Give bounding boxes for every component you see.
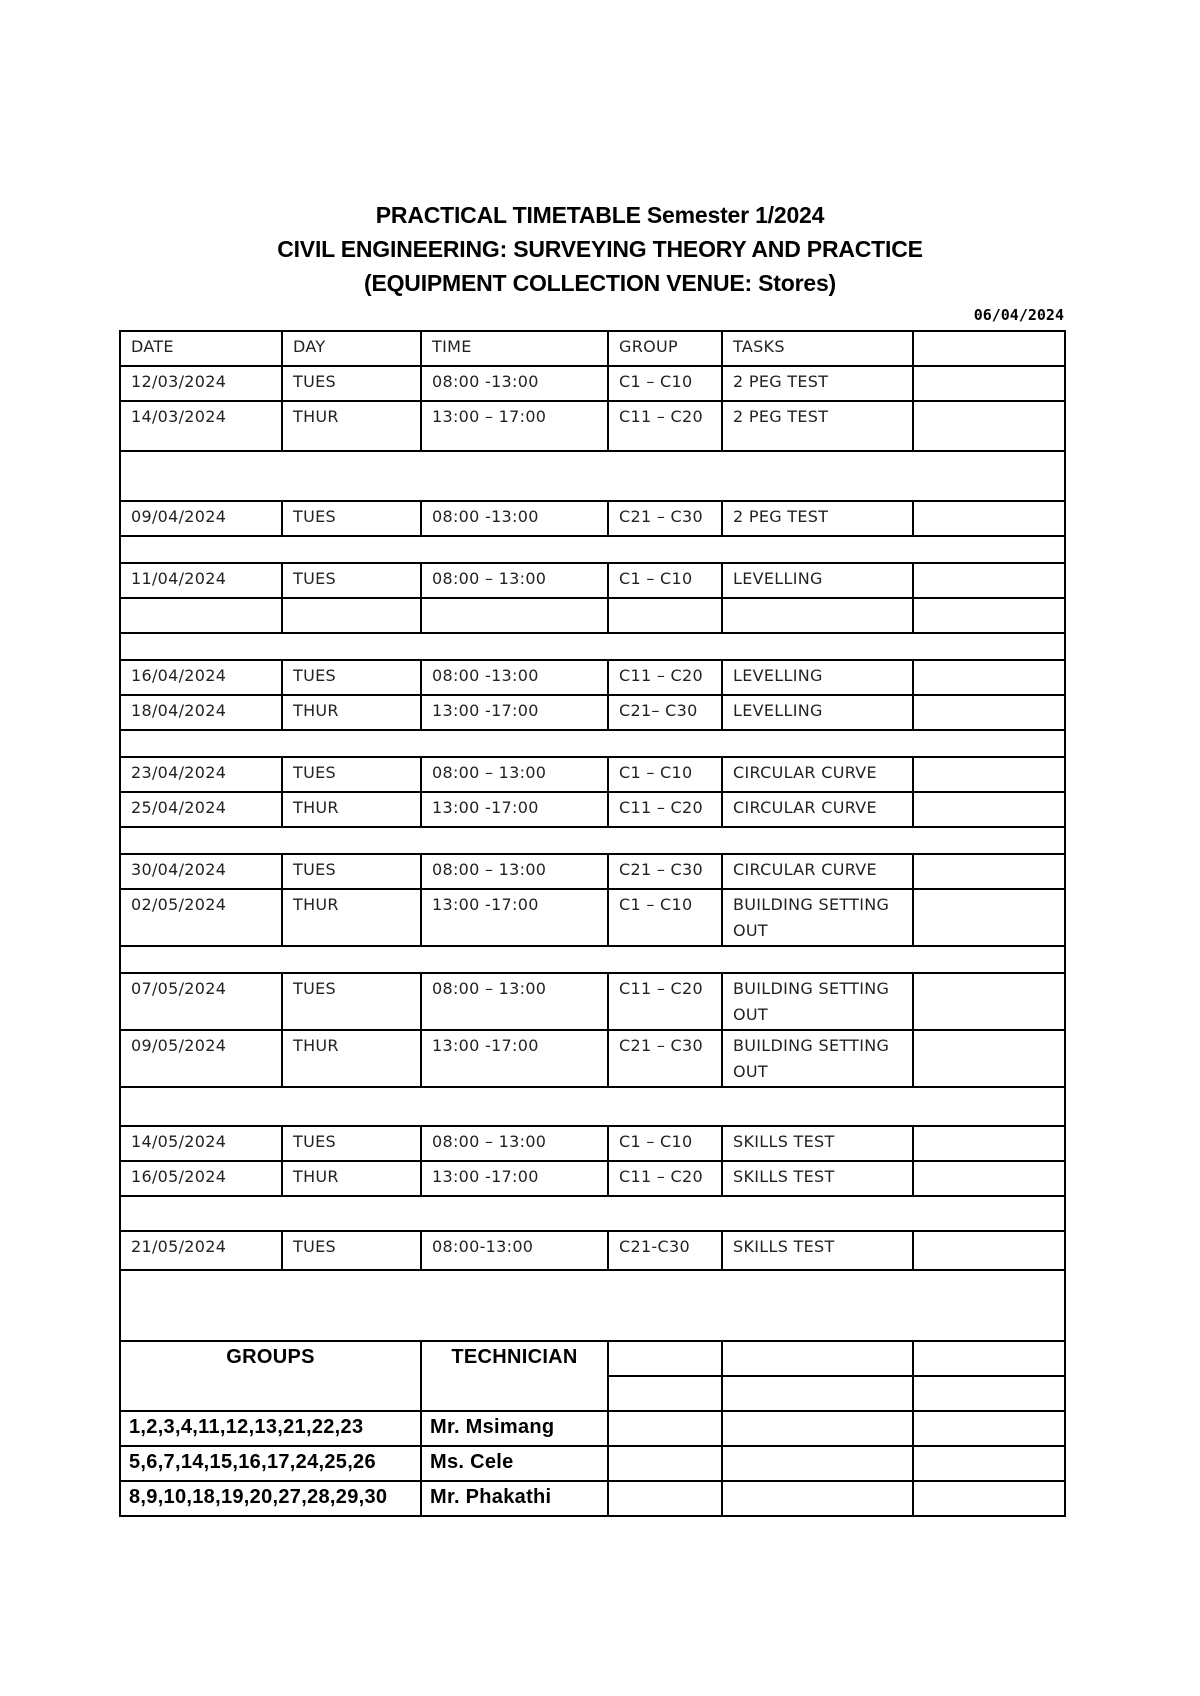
cell-date: 02/05/2024 bbox=[120, 889, 282, 946]
cell-task: LEVELLING bbox=[722, 695, 913, 730]
cell-empty bbox=[913, 1446, 1065, 1481]
cell-time: 08:00 – 13:00 bbox=[421, 757, 608, 792]
cell-group: C1 – C10 bbox=[608, 366, 722, 401]
col-header-blank bbox=[913, 331, 1065, 366]
cell-task: 2 PEG TEST bbox=[722, 366, 913, 401]
cell-date: 14/05/2024 bbox=[120, 1126, 282, 1161]
table-row bbox=[120, 792, 1065, 827]
cell-empty bbox=[608, 1341, 722, 1376]
cell-day: THUR bbox=[282, 401, 421, 451]
group-list: 5,6,7,14,15,16,17,24,25,26 bbox=[120, 1446, 421, 1481]
table-row bbox=[120, 366, 1065, 401]
col-header-tasks: TASKS bbox=[722, 331, 913, 366]
spacer-row bbox=[120, 946, 1065, 973]
title-block bbox=[0, 198, 1200, 300]
cell-empty bbox=[608, 598, 722, 633]
table-row bbox=[120, 695, 1065, 730]
cell-date: 21/05/2024 bbox=[120, 1231, 282, 1270]
spacer-cell bbox=[120, 1196, 1065, 1231]
cell-task: BUILDING SETTING OUT bbox=[722, 1030, 913, 1087]
table-row bbox=[120, 660, 1065, 695]
cell-group: C11 – C20 bbox=[608, 401, 722, 451]
spacer-row bbox=[120, 1196, 1065, 1231]
cell-date: 16/05/2024 bbox=[120, 1161, 282, 1196]
cell-group: C21 – C30 bbox=[608, 1030, 722, 1087]
cell-time: 13:00 -17:00 bbox=[421, 792, 608, 827]
cell-empty bbox=[913, 1376, 1065, 1411]
cell-blank bbox=[913, 695, 1065, 730]
spacer-row bbox=[120, 1087, 1065, 1126]
cell-empty bbox=[913, 1341, 1065, 1376]
cell-date: 07/05/2024 bbox=[120, 973, 282, 1030]
cell-blank bbox=[913, 792, 1065, 827]
cell-day: THUR bbox=[282, 792, 421, 827]
cell-group: C1 – C10 bbox=[608, 757, 722, 792]
cell-date: 09/05/2024 bbox=[120, 1030, 282, 1087]
table-row bbox=[120, 501, 1065, 536]
table-row bbox=[120, 563, 1065, 598]
spacer-row bbox=[120, 451, 1065, 501]
cell-date: 12/03/2024 bbox=[120, 366, 282, 401]
cell-time: 13:00 -17:00 bbox=[421, 1030, 608, 1087]
technician-name: Ms. Cele bbox=[421, 1446, 608, 1481]
col-header-date: DATE bbox=[120, 331, 282, 366]
table-row bbox=[120, 1161, 1065, 1196]
cell-blank bbox=[913, 401, 1065, 451]
cell-group: C1 – C10 bbox=[608, 563, 722, 598]
technician-header-row bbox=[120, 1341, 1065, 1376]
cell-group: C11 – C20 bbox=[608, 792, 722, 827]
spacer-row bbox=[120, 536, 1065, 563]
cell-empty bbox=[120, 598, 282, 633]
technician-name: Mr. Msimang bbox=[421, 1411, 608, 1446]
cell-task: CIRCULAR CURVE bbox=[722, 757, 913, 792]
cell-empty bbox=[722, 1376, 913, 1411]
cell-time: 08:00 – 13:00 bbox=[421, 973, 608, 1030]
cell-task: SKILLS TEST bbox=[722, 1231, 913, 1270]
page-title bbox=[0, 198, 1200, 232]
cell-time: 08:00 -13:00 bbox=[421, 501, 608, 536]
cell-empty bbox=[282, 598, 421, 633]
cell-task: 2 PEG TEST bbox=[722, 501, 913, 536]
cell-blank bbox=[913, 366, 1065, 401]
cell-empty bbox=[421, 598, 608, 633]
cell-day: TUES bbox=[282, 501, 421, 536]
cell-group: C21 – C30 bbox=[608, 501, 722, 536]
spacer-row bbox=[120, 1270, 1065, 1341]
col-header-day: DAY bbox=[282, 331, 421, 366]
spacer-cell bbox=[120, 536, 1065, 563]
spacer-row bbox=[120, 827, 1065, 854]
cell-group: C1 – C10 bbox=[608, 889, 722, 946]
cell-empty bbox=[608, 1411, 722, 1446]
spacer-row bbox=[120, 730, 1065, 757]
spacer-cell bbox=[120, 451, 1065, 501]
cell-day: TUES bbox=[282, 973, 421, 1030]
cell-task: 2 PEG TEST bbox=[722, 401, 913, 451]
cell-task: SKILLS TEST bbox=[722, 1126, 913, 1161]
cell-day: TUES bbox=[282, 757, 421, 792]
cell-day: THUR bbox=[282, 695, 421, 730]
group-list: 8,9,10,18,19,20,27,28,29,30 bbox=[120, 1481, 421, 1516]
empty-row bbox=[120, 598, 1065, 633]
cell-empty bbox=[913, 1411, 1065, 1446]
cell-time: 13:00 -17:00 bbox=[421, 889, 608, 946]
cell-day: THUR bbox=[282, 1030, 421, 1087]
cell-task: CIRCULAR CURVE bbox=[722, 854, 913, 889]
technician-row bbox=[120, 1481, 1065, 1516]
groups-header: GROUPS bbox=[120, 1341, 421, 1411]
cell-blank bbox=[913, 1030, 1065, 1087]
table-row bbox=[120, 973, 1065, 1030]
cell-time: 08:00 -13:00 bbox=[421, 366, 608, 401]
cell-day: TUES bbox=[282, 660, 421, 695]
cell-date: 30/04/2024 bbox=[120, 854, 282, 889]
timetable bbox=[119, 330, 1066, 1517]
cell-empty bbox=[608, 1481, 722, 1516]
spacer-cell bbox=[120, 730, 1065, 757]
spacer-cell bbox=[120, 1087, 1065, 1126]
cell-day: TUES bbox=[282, 366, 421, 401]
cell-blank bbox=[913, 660, 1065, 695]
cell-group: C1 – C10 bbox=[608, 1126, 722, 1161]
table-row bbox=[120, 854, 1065, 889]
cell-date: 18/04/2024 bbox=[120, 695, 282, 730]
cell-time: 13:00 -17:00 bbox=[421, 695, 608, 730]
cell-group: C21 – C30 bbox=[608, 854, 722, 889]
technician-row bbox=[120, 1446, 1065, 1481]
cell-day: TUES bbox=[282, 1126, 421, 1161]
spacer-cell bbox=[120, 633, 1065, 660]
cell-empty bbox=[913, 1481, 1065, 1516]
title-semester: Semester 1/2024 bbox=[640, 202, 825, 228]
cell-blank bbox=[913, 1161, 1065, 1196]
cell-blank bbox=[913, 757, 1065, 792]
cell-day: THUR bbox=[282, 889, 421, 946]
cell-date: 09/04/2024 bbox=[120, 501, 282, 536]
cell-blank bbox=[913, 1231, 1065, 1270]
table-row bbox=[120, 757, 1065, 792]
venue-line: (EQUIPMENT COLLECTION VENUE: Stores) bbox=[364, 270, 836, 296]
document-date: 06/04/2024 bbox=[973, 306, 1064, 324]
cell-blank bbox=[913, 563, 1065, 598]
cell-blank bbox=[913, 889, 1065, 946]
cell-group: C21-C30 bbox=[608, 1231, 722, 1270]
spacer-cell bbox=[120, 827, 1065, 854]
cell-group: C21– C30 bbox=[608, 695, 722, 730]
cell-day: TUES bbox=[282, 563, 421, 598]
cell-date: 11/04/2024 bbox=[120, 563, 282, 598]
cell-date: 16/04/2024 bbox=[120, 660, 282, 695]
table-row bbox=[120, 1126, 1065, 1161]
table-row bbox=[120, 889, 1065, 946]
cell-date: 23/04/2024 bbox=[120, 757, 282, 792]
spacer-cell bbox=[120, 946, 1065, 973]
cell-empty bbox=[722, 598, 913, 633]
table-row bbox=[120, 1030, 1065, 1087]
cell-time: 08:00 – 13:00 bbox=[421, 563, 608, 598]
spacer-row bbox=[120, 633, 1065, 660]
cell-empty bbox=[722, 1446, 913, 1481]
cell-date: 25/04/2024 bbox=[120, 792, 282, 827]
cell-group: C11 – C20 bbox=[608, 1161, 722, 1196]
cell-time: 08:00 – 13:00 bbox=[421, 1126, 608, 1161]
technician-header: TECHNICIAN bbox=[421, 1341, 608, 1411]
table-row bbox=[120, 401, 1065, 451]
cell-day: TUES bbox=[282, 1231, 421, 1270]
header-row bbox=[120, 331, 1065, 366]
cell-task: CIRCULAR CURVE bbox=[722, 792, 913, 827]
col-header-time: TIME bbox=[421, 331, 608, 366]
cell-date: 14/03/2024 bbox=[120, 401, 282, 451]
col-header-group: GROUP bbox=[608, 331, 722, 366]
cell-blank bbox=[913, 1126, 1065, 1161]
cell-task: LEVELLING bbox=[722, 563, 913, 598]
cell-group: C11 – C20 bbox=[608, 660, 722, 695]
cell-empty bbox=[722, 1411, 913, 1446]
cell-time: 13:00 – 17:00 bbox=[421, 401, 608, 451]
cell-group: C11 – C20 bbox=[608, 973, 722, 1030]
technician-name: Mr. Phakathi bbox=[421, 1481, 608, 1516]
cell-day: TUES bbox=[282, 854, 421, 889]
table-row bbox=[120, 1231, 1065, 1270]
title-bold: PRACTICAL TIMETABLE bbox=[375, 202, 641, 228]
cell-time: 08:00-13:00 bbox=[421, 1231, 608, 1270]
cell-empty bbox=[608, 1446, 722, 1481]
technician-row bbox=[120, 1411, 1065, 1446]
cell-empty bbox=[608, 1376, 722, 1411]
cell-time: 08:00 – 13:00 bbox=[421, 854, 608, 889]
spacer-cell bbox=[120, 1270, 1065, 1341]
cell-time: 08:00 -13:00 bbox=[421, 660, 608, 695]
cell-blank bbox=[913, 854, 1065, 889]
cell-blank bbox=[913, 973, 1065, 1030]
course-subtitle: CIVIL ENGINEERING: SURVEYING THEORY AND PRACTICE bbox=[277, 236, 923, 262]
cell-task: BUILDING SETTING OUT bbox=[722, 889, 913, 946]
cell-blank bbox=[913, 501, 1065, 536]
cell-task: BUILDING SETTING OUT bbox=[722, 973, 913, 1030]
cell-empty bbox=[722, 1341, 913, 1376]
group-list: 1,2,3,4,11,12,13,21,22,23 bbox=[120, 1411, 421, 1446]
cell-day: THUR bbox=[282, 1161, 421, 1196]
cell-empty bbox=[722, 1481, 913, 1516]
cell-task: SKILLS TEST bbox=[722, 1161, 913, 1196]
cell-empty bbox=[913, 598, 1065, 633]
cell-task: LEVELLING bbox=[722, 660, 913, 695]
cell-time: 13:00 -17:00 bbox=[421, 1161, 608, 1196]
